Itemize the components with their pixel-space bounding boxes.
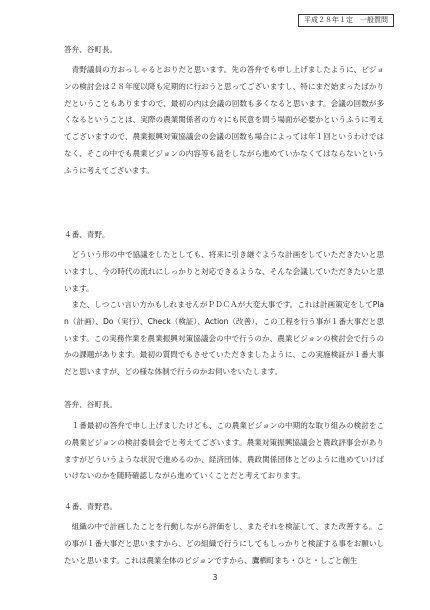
page-number: 3	[212, 573, 218, 582]
paragraph: １番最初の答弁で申し上げましたけども、この農業ビジョンの中期的な取り組みの検討をこの農業ビジョンの検討委員会でと考えてございます。農業対策振興協議会と農政評事会がありますがどういうような状況で進めるのか、経済団体、農政関係団体とどのように進めていけばいけないのかを随時確認しながら進めていくことだと考えております。	[64, 421, 384, 481]
header-label: 平成２８年１定 一般質問	[298, 14, 394, 27]
paragraph: 組織の中で計画したことを行動しながら評価をし、またそれを検証して、また改善する。この事が１番大事だと思いますから、どの組織で行うにしてもしっかりと検証する事をお願いしたいと思います。これは農業全体のビジョンですから、鷹栖町まち・ひと・しごと創生	[64, 522, 384, 565]
paragraph: どういう形の中で協議をしたとしても、将来に引き継ぐような計画をしていただきたいと思いますし、今の時代の流れにしっかりと対応できるような、そんな会議していただきたいと思います。	[64, 250, 384, 293]
speaker-line: ４番、青野。	[64, 230, 110, 239]
speaker-line: ４番、青野君。	[64, 502, 118, 511]
speaker-line: 答弁、谷町長。	[64, 400, 118, 409]
speaker-line: 答弁、谷町長。	[64, 45, 118, 54]
paragraph: 青野議員の方おっしゃるとおりだと思います。先の答弁でも申し上げましたように、ビジョンの検討会は２８年度以降も定期的に行おうと思ってございますし、特にまだ始まったばかりだということもありますので、最初の内は会議の回数も多くなると思います。会議の回数が多くなるということは、実際の農業関係者の方々にも民意を問う場面が必要かというふうに考えてございますので、農業振興対策協議会の会議の回数も場合によっては年１回というわけではなく、そこの中でも農業ビジョンの内容等も話をしながら進めていかなくてはならないというふうに考えてございます。	[64, 65, 384, 175]
paragraph: また、しつこい言い方かもしれませんがＰＤＣＡが大変大事です。これは計画策定をしてPlan（計画）、Do（実行）、Check（検証）、Action（改善）、この工程を行う事が１番大事だと思います。この実務作業を農業振興対策協議会の中で行うのか、農業ビジョンの検討会で行うのかの課題があります。最初の質問でもさせていただきましたように、この実施検証が１番大事だと思いますが、どの様な体制で行うのかお伺いをいたします。	[64, 300, 384, 377]
